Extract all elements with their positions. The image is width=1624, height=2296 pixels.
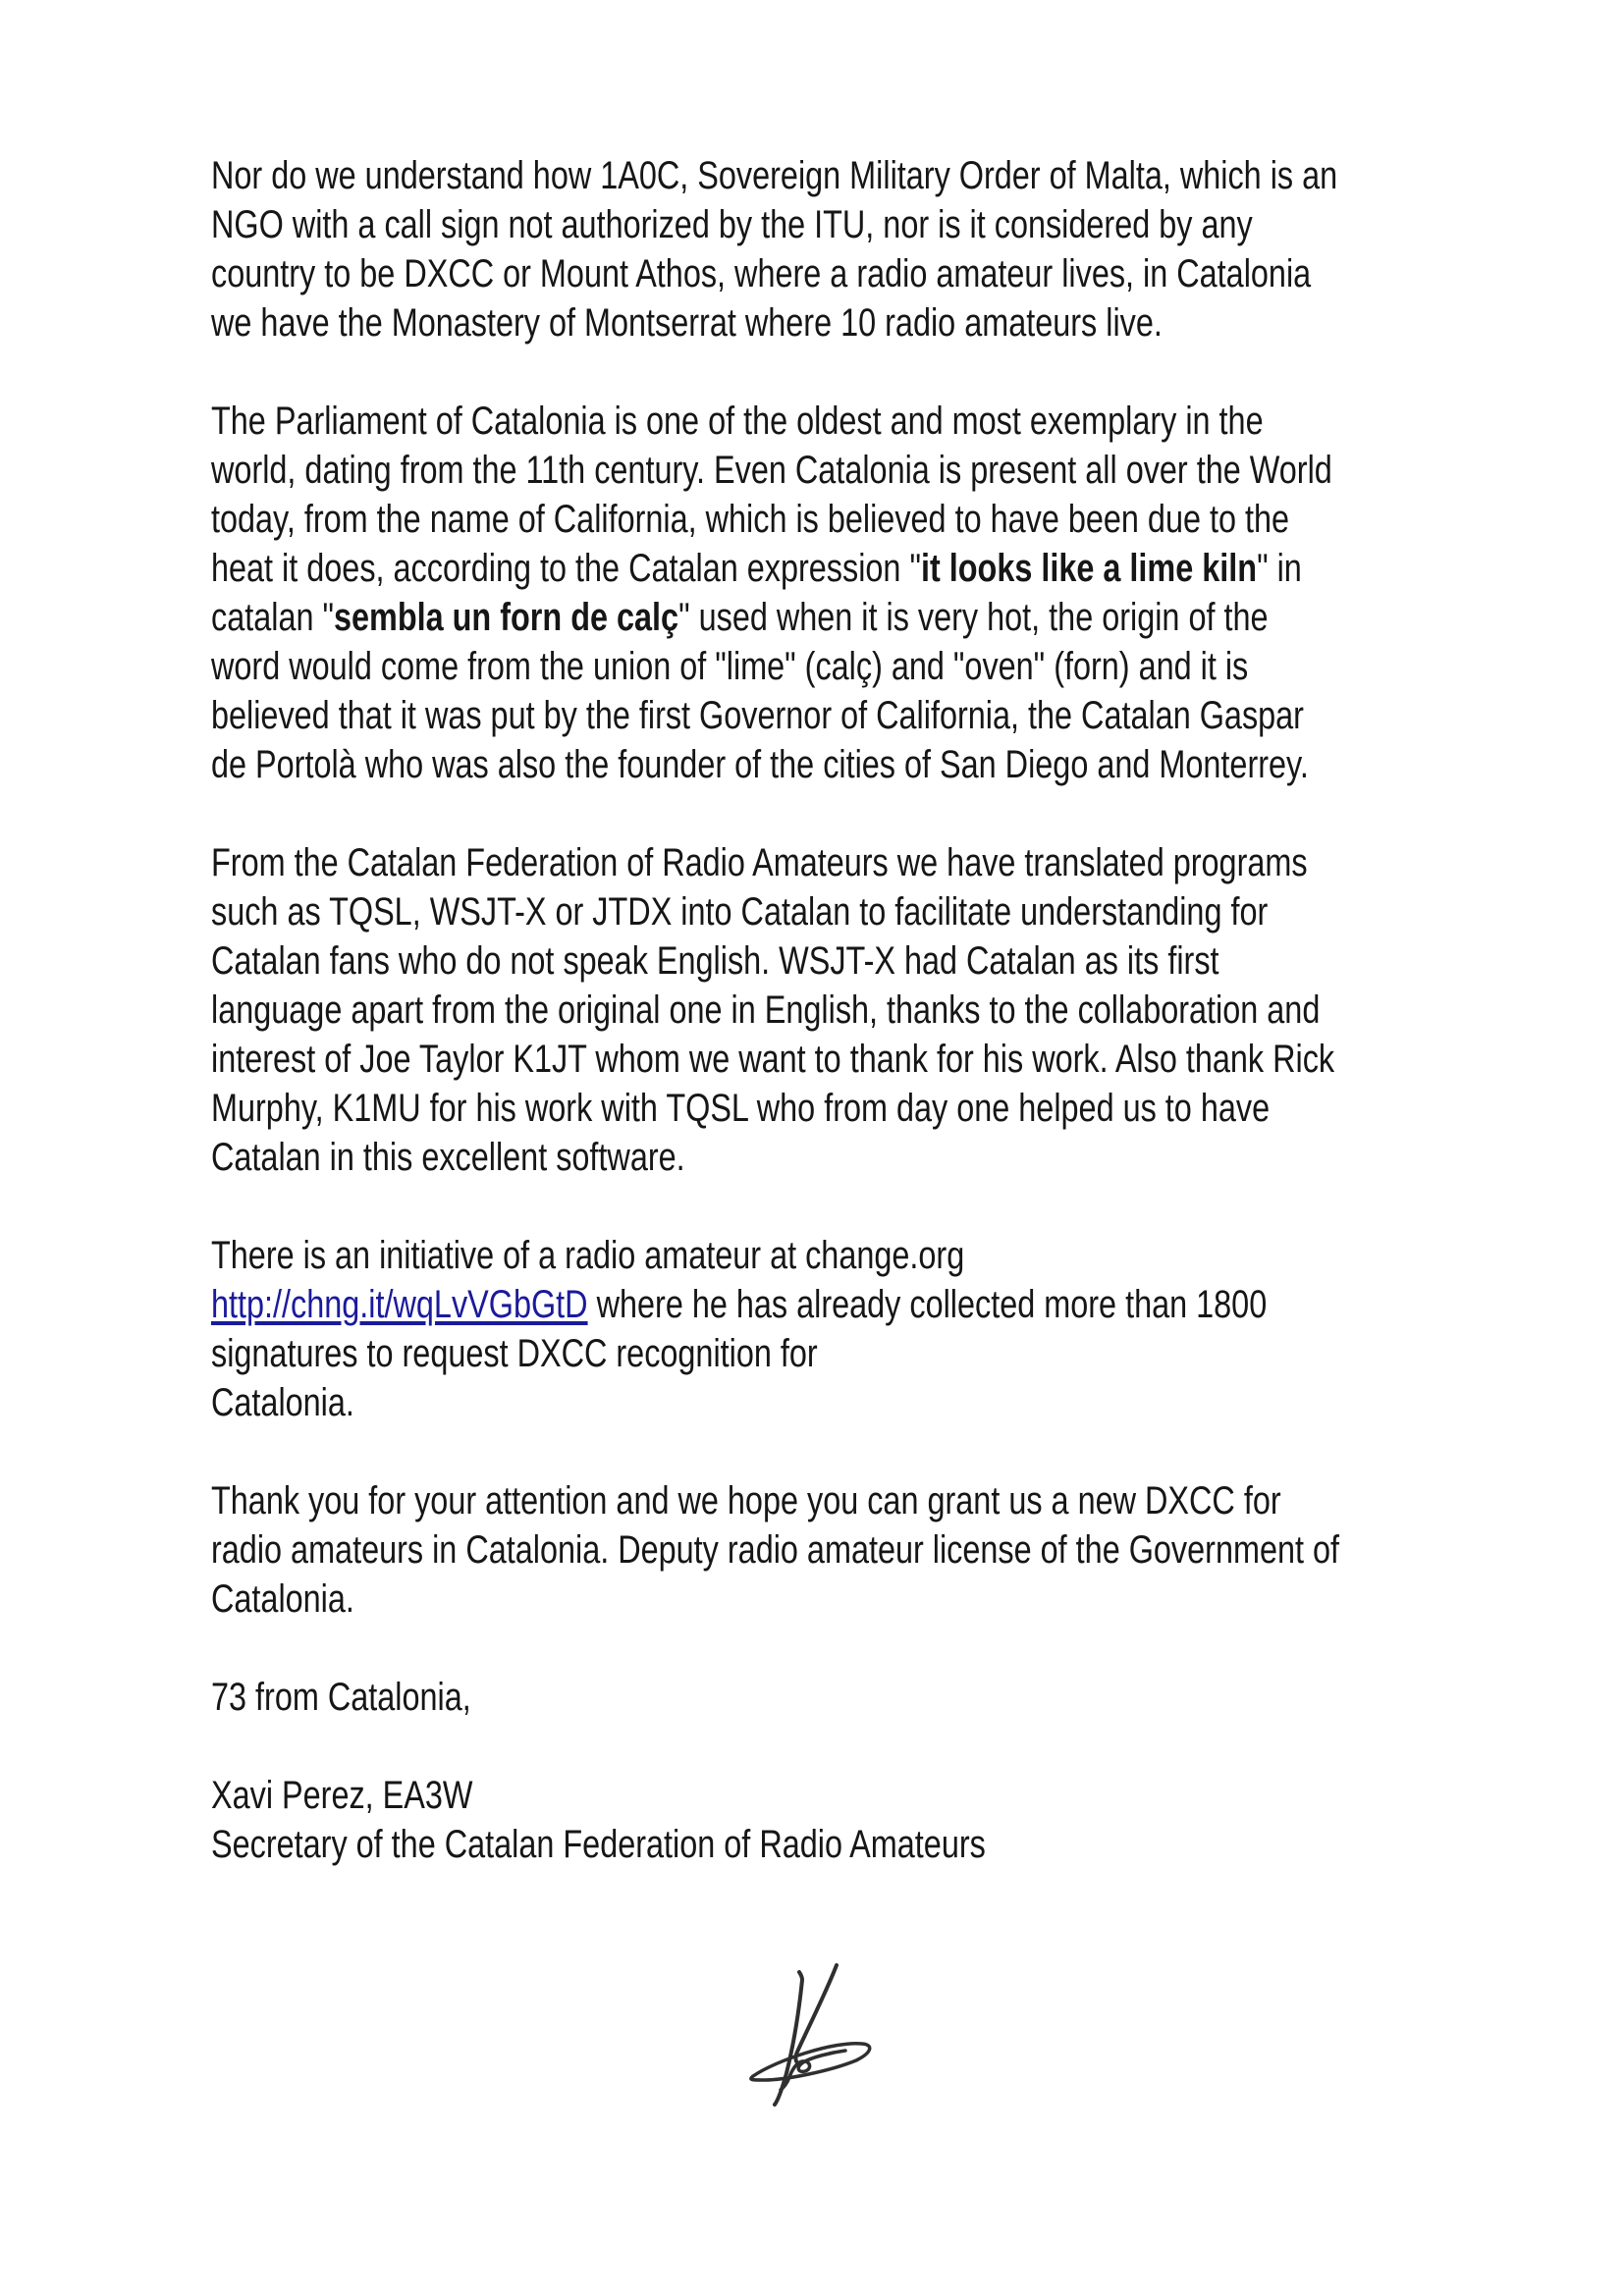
- text-run: today, from the name of California, which is believed to have been due to the: [211, 498, 1290, 541]
- text-line: [211, 1035, 1563, 1084]
- text-run: believed that it was put by the first Governor of California, the Catalan Gaspar: [211, 694, 1304, 737]
- text-line: [211, 151, 1563, 200]
- text-line: [211, 1133, 1563, 1182]
- text-run: There is an initiative of a radio amateur at change.org: [211, 1234, 965, 1277]
- text-run: signatures to request DXCC recognition for: [211, 1332, 818, 1375]
- text-line: [211, 936, 1563, 986]
- text-run: Thank you for your attention and we hope you can grant us a new DXCC for: [211, 1479, 1281, 1522]
- text-line: [211, 838, 1563, 887]
- text-run: NGO with a call sign not authorized by the ITU, nor is it considered by any: [211, 203, 1253, 246]
- text-line: [211, 887, 1563, 936]
- text-run: The Parliament of Catalonia is one of the oldest and most exemplary in the: [211, 400, 1264, 443]
- text-run: Nor do we understand how 1A0C, Sovereign Military Order of Malta, which is an: [211, 154, 1338, 197]
- text-run: 73 from Catalonia,: [211, 1676, 471, 1719]
- handwritten-signature: [727, 1949, 893, 2120]
- text-run: language apart from the original one in English, thanks to the collaboration and: [211, 988, 1321, 1032]
- text-line: [211, 446, 1563, 495]
- text-line: [211, 691, 1563, 740]
- text-run: " in: [1257, 547, 1302, 590]
- text-line: [211, 1378, 1563, 1427]
- text-line: [211, 1771, 1563, 1820]
- text-run: we have the Monastery of Montserrat where 10 radio amateurs live.: [211, 301, 1163, 345]
- text-run: it looks like a lime kiln: [920, 547, 1258, 590]
- text-line: [211, 1280, 1563, 1329]
- text-run: sembla un forn de calç: [333, 596, 679, 639]
- text-line: [211, 1820, 1563, 1869]
- text-run: de Portolà who was also the founder of the cities of San Diego and Monterrey.: [211, 743, 1309, 786]
- paragraph-3: [211, 838, 1563, 1182]
- paragraph-1: [211, 151, 1563, 347]
- text-line: [211, 495, 1563, 544]
- text-run: Secretary of the Catalan Federation of Radio Amateurs: [211, 1823, 986, 1866]
- text-run: Catalonia.: [211, 1381, 354, 1424]
- text-run: catalan ": [211, 596, 334, 639]
- text-line: [211, 1525, 1563, 1575]
- signature-oval: [751, 2044, 870, 2080]
- text-run: Xavi Perez, EA3W: [211, 1774, 473, 1817]
- text-line: [211, 249, 1563, 298]
- text-line: [211, 1231, 1563, 1280]
- text-line: [211, 1084, 1563, 1133]
- paragraph-2: [211, 397, 1563, 789]
- signature-strokes: [751, 1965, 870, 2105]
- text-run: world, dating from the 11th century. Even Catalonia is present all over the World: [211, 449, 1332, 492]
- change-org-link[interactable]: http://chng.it/wqLvVGbGtD: [211, 1283, 588, 1326]
- text-run: From the Catalan Federation of Radio Amateurs we have translated programs: [211, 841, 1308, 884]
- text-run: Catalan in this excellent software.: [211, 1136, 685, 1179]
- text-line: [211, 1476, 1563, 1525]
- text-run: interest of Joe Taylor K1JT whom we want to thank for his work. Also thank Rick: [211, 1038, 1335, 1081]
- text-run: Murphy, K1MU for his work with TQSL who from day one helped us to have: [211, 1087, 1271, 1130]
- text-line: [211, 200, 1563, 249]
- text-run: country to be DXCC or Mount Athos, where a radio amateur lives, in Catalonia: [211, 252, 1312, 295]
- text-line: [211, 1329, 1563, 1378]
- text-run: " used when it is very hot, the origin of the: [678, 596, 1269, 639]
- text-run: word would come from the union of "lime" (calç) and "oven" (forn) and it is: [211, 645, 1249, 688]
- text-run: such as TQSL, WSJT-X or JTDX into Catalan to facilitate understanding for: [211, 890, 1269, 934]
- paragraph-5: [211, 1476, 1563, 1624]
- text-run: Catalonia.: [211, 1577, 354, 1621]
- text-line: [211, 986, 1563, 1035]
- text-line: [211, 397, 1563, 446]
- paragraph-6: [211, 1673, 1563, 1722]
- text-line: [211, 593, 1563, 642]
- text-line: [211, 298, 1563, 347]
- signature-stroke-left: [775, 1972, 802, 2105]
- text-line: [211, 642, 1563, 691]
- text-line: [211, 1575, 1563, 1624]
- text-run: Catalan fans who do not speak English. WSJT-X had Catalan as its first: [211, 939, 1219, 983]
- letter-body: [211, 151, 1563, 1918]
- text-line: [211, 1673, 1563, 1722]
- paragraph-7: [211, 1771, 1563, 1869]
- text-line: [211, 740, 1563, 789]
- paragraph-4: [211, 1231, 1563, 1427]
- text-line: [211, 544, 1563, 593]
- text-run: radio amateurs in Catalonia. Deputy radio amateur license of the Government of: [211, 1528, 1340, 1572]
- text-run: heat it does, according to the Catalan expression ": [211, 547, 921, 590]
- text-run: where he has already collected more than 1800: [587, 1283, 1268, 1326]
